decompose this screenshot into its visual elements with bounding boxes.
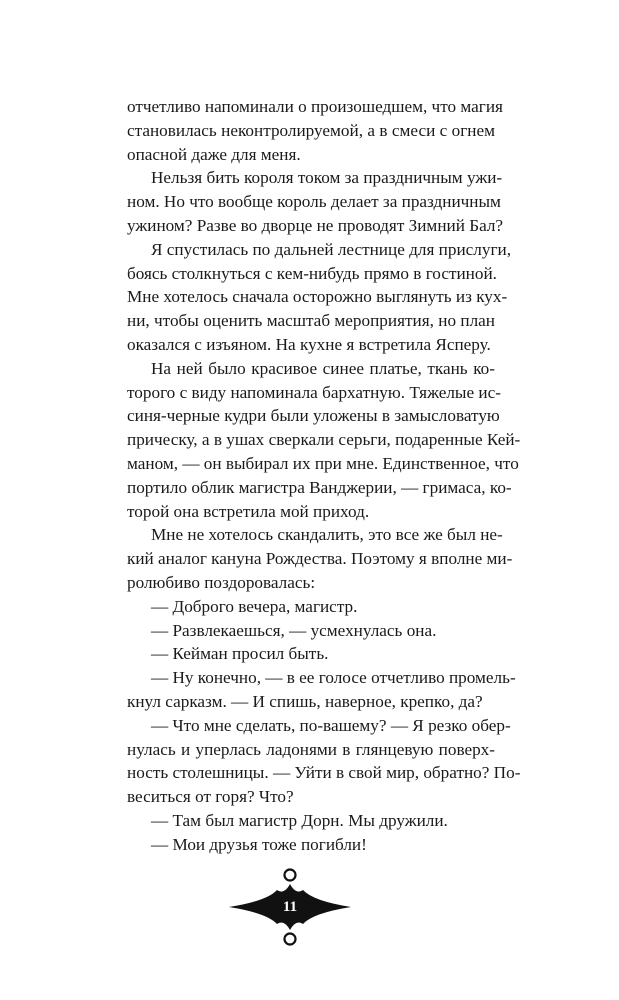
text-line: На ней было красивое синее платье, ткань ко-: [151, 358, 495, 378]
text-line: — Развлекаешься, — усмехнулась она.: [151, 620, 437, 640]
page-number: 11: [282, 899, 298, 915]
text-line: оказался с изъяном. На кухне я встретила Ясперу.: [127, 334, 491, 354]
text-line: торого с виду напоминала бархатную. Тяжелые ис-: [127, 382, 501, 402]
text-line: кий аналог кануна Рождества. Поэтому я вполне ми-: [127, 549, 513, 569]
text-line: ролюбиво поздоровалась:: [127, 572, 316, 592]
text-line: синя-черные кудри были уложены в замысловатую: [127, 406, 500, 426]
text-line: нулась и уперлась ладонями в глянцевую поверх-: [127, 739, 495, 759]
text-line: Нельзя бить короля током за праздничным ужи-: [151, 168, 503, 188]
text-line: ужином? Разве во дворце не проводят Зимний Бал?: [127, 215, 504, 235]
text-line: веситься от горя? Что?: [127, 787, 294, 807]
text-line: маном, — он выбирал их при мне. Единственное, что: [127, 453, 519, 473]
text-line: боясь столкнуться с кем-нибудь прямо в гостиной.: [127, 263, 497, 283]
text-line: прическу, а в ушах сверкали серьги, подаренные Кей-: [127, 430, 521, 450]
text-line: Мне хотелось сначала осторожно выглянуть из кух-: [127, 287, 508, 307]
text-line: ном. Но что вообще король делает за праздничным: [127, 192, 501, 212]
text-line: — Что мне сделать, по-вашему? — Я резко обер-: [151, 715, 511, 735]
text-line: Я спустилась по дальней лестнице для прислуги,: [151, 239, 511, 259]
text-line: ни, чтобы оценить масштаб мероприятия, но план: [127, 311, 495, 331]
text-line: — Кейман просил быть.: [151, 644, 329, 664]
folio-ornament: [229, 868, 351, 954]
text-line: — Там был магистр Дорн. Мы дружили.: [151, 810, 448, 830]
text-line: опасной даже для меня.: [127, 144, 301, 164]
text-line: — Мои друзья тоже погибли!: [151, 834, 367, 854]
text-line: портило облик магистра Ванджерии, — гримаса, ко-: [127, 477, 512, 497]
text-line: — Доброго вечера, магистр.: [151, 596, 358, 616]
text-line: кнул сарказм. — И спишь, наверное, крепко, да?: [127, 691, 483, 711]
text-line: становилась неконтролируемой, а в смеси с огнем: [127, 120, 495, 140]
text-line: ность столешницы. — Уйти в свой мир, обратно? По-: [127, 763, 521, 783]
body-text: [127, 95, 521, 857]
text-line: торой она встретила мой приход.: [127, 501, 370, 521]
text-line: Мне не хотелось скандалить, это все же был не-: [151, 525, 503, 545]
text-line: — Ну конечно, — в ее голосе отчетливо промель-: [151, 668, 516, 688]
text-line: отчетливо напоминали о произошедшем, что магия: [127, 97, 503, 116]
